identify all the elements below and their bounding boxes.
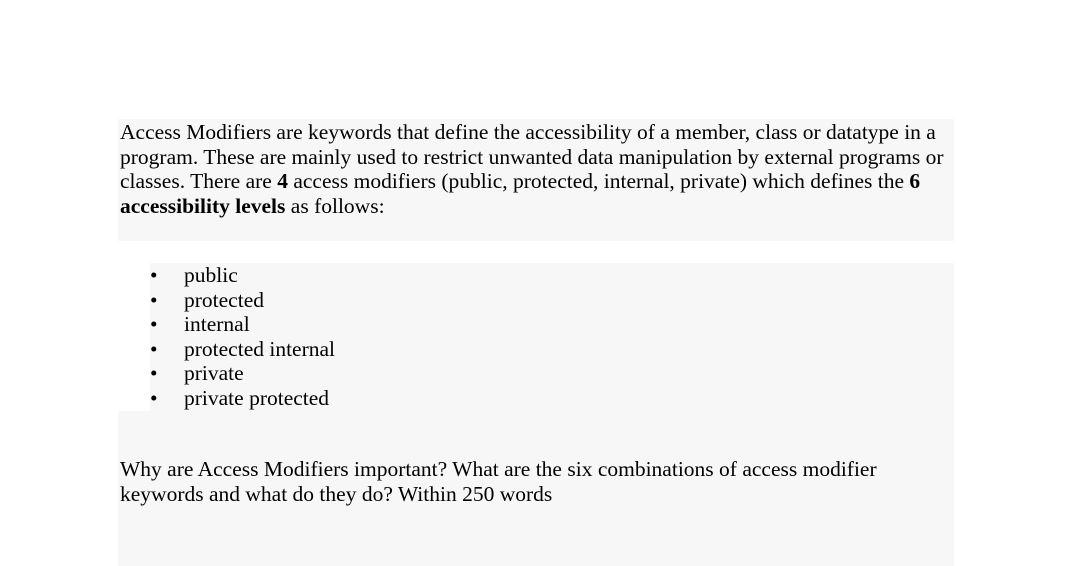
- question-section: [118, 411, 954, 566]
- list-item-label: protected internal: [184, 336, 336, 361]
- list-item: [150, 386, 954, 411]
- list-item-label: internal: [184, 312, 250, 336]
- list-item: [150, 263, 954, 288]
- intro-section: [118, 119, 954, 241]
- list-item-label: private protected: [184, 385, 330, 410]
- bullet-icon: •: [150, 312, 158, 336]
- bullet-icon: •: [150, 263, 158, 287]
- intro-text-part2: access modifiers (public, protected, internal, private) which defines the: [287, 169, 910, 193]
- bullet-icon: •: [150, 287, 158, 312]
- question-text: Why are Access Modifiers important? What are the six combinations of access modifier keywords and what do they do? Within 250 words: [120, 457, 877, 506]
- bullet-icon: •: [150, 385, 158, 410]
- bullet-icon: •: [150, 336, 158, 361]
- list-item: [150, 312, 954, 337]
- list-item-label: protected: [184, 287, 264, 312]
- list-item: [150, 337, 954, 362]
- list-item: [150, 288, 954, 313]
- accessibility-levels-list: [150, 263, 954, 410]
- list-item-label: public: [184, 263, 238, 287]
- intro-paragraph: [118, 119, 954, 218]
- intro-levels-bold: 6 accessibility levels: [120, 169, 921, 218]
- accessibility-levels-list-section: [150, 263, 954, 411]
- list-item-label: private: [184, 361, 244, 385]
- intro-text-part3: as follows:: [285, 193, 385, 218]
- intro-modifier-count: 4: [277, 169, 288, 193]
- list-item: [150, 361, 954, 386]
- intro-text-part1: Access Modifiers are keywords that define the accessibility of a member, class or datatype in a program. These are mainly used to restrict unwanted data manipulation by external programs or classes. There are: [120, 120, 944, 193]
- bullet-icon: •: [150, 361, 158, 385]
